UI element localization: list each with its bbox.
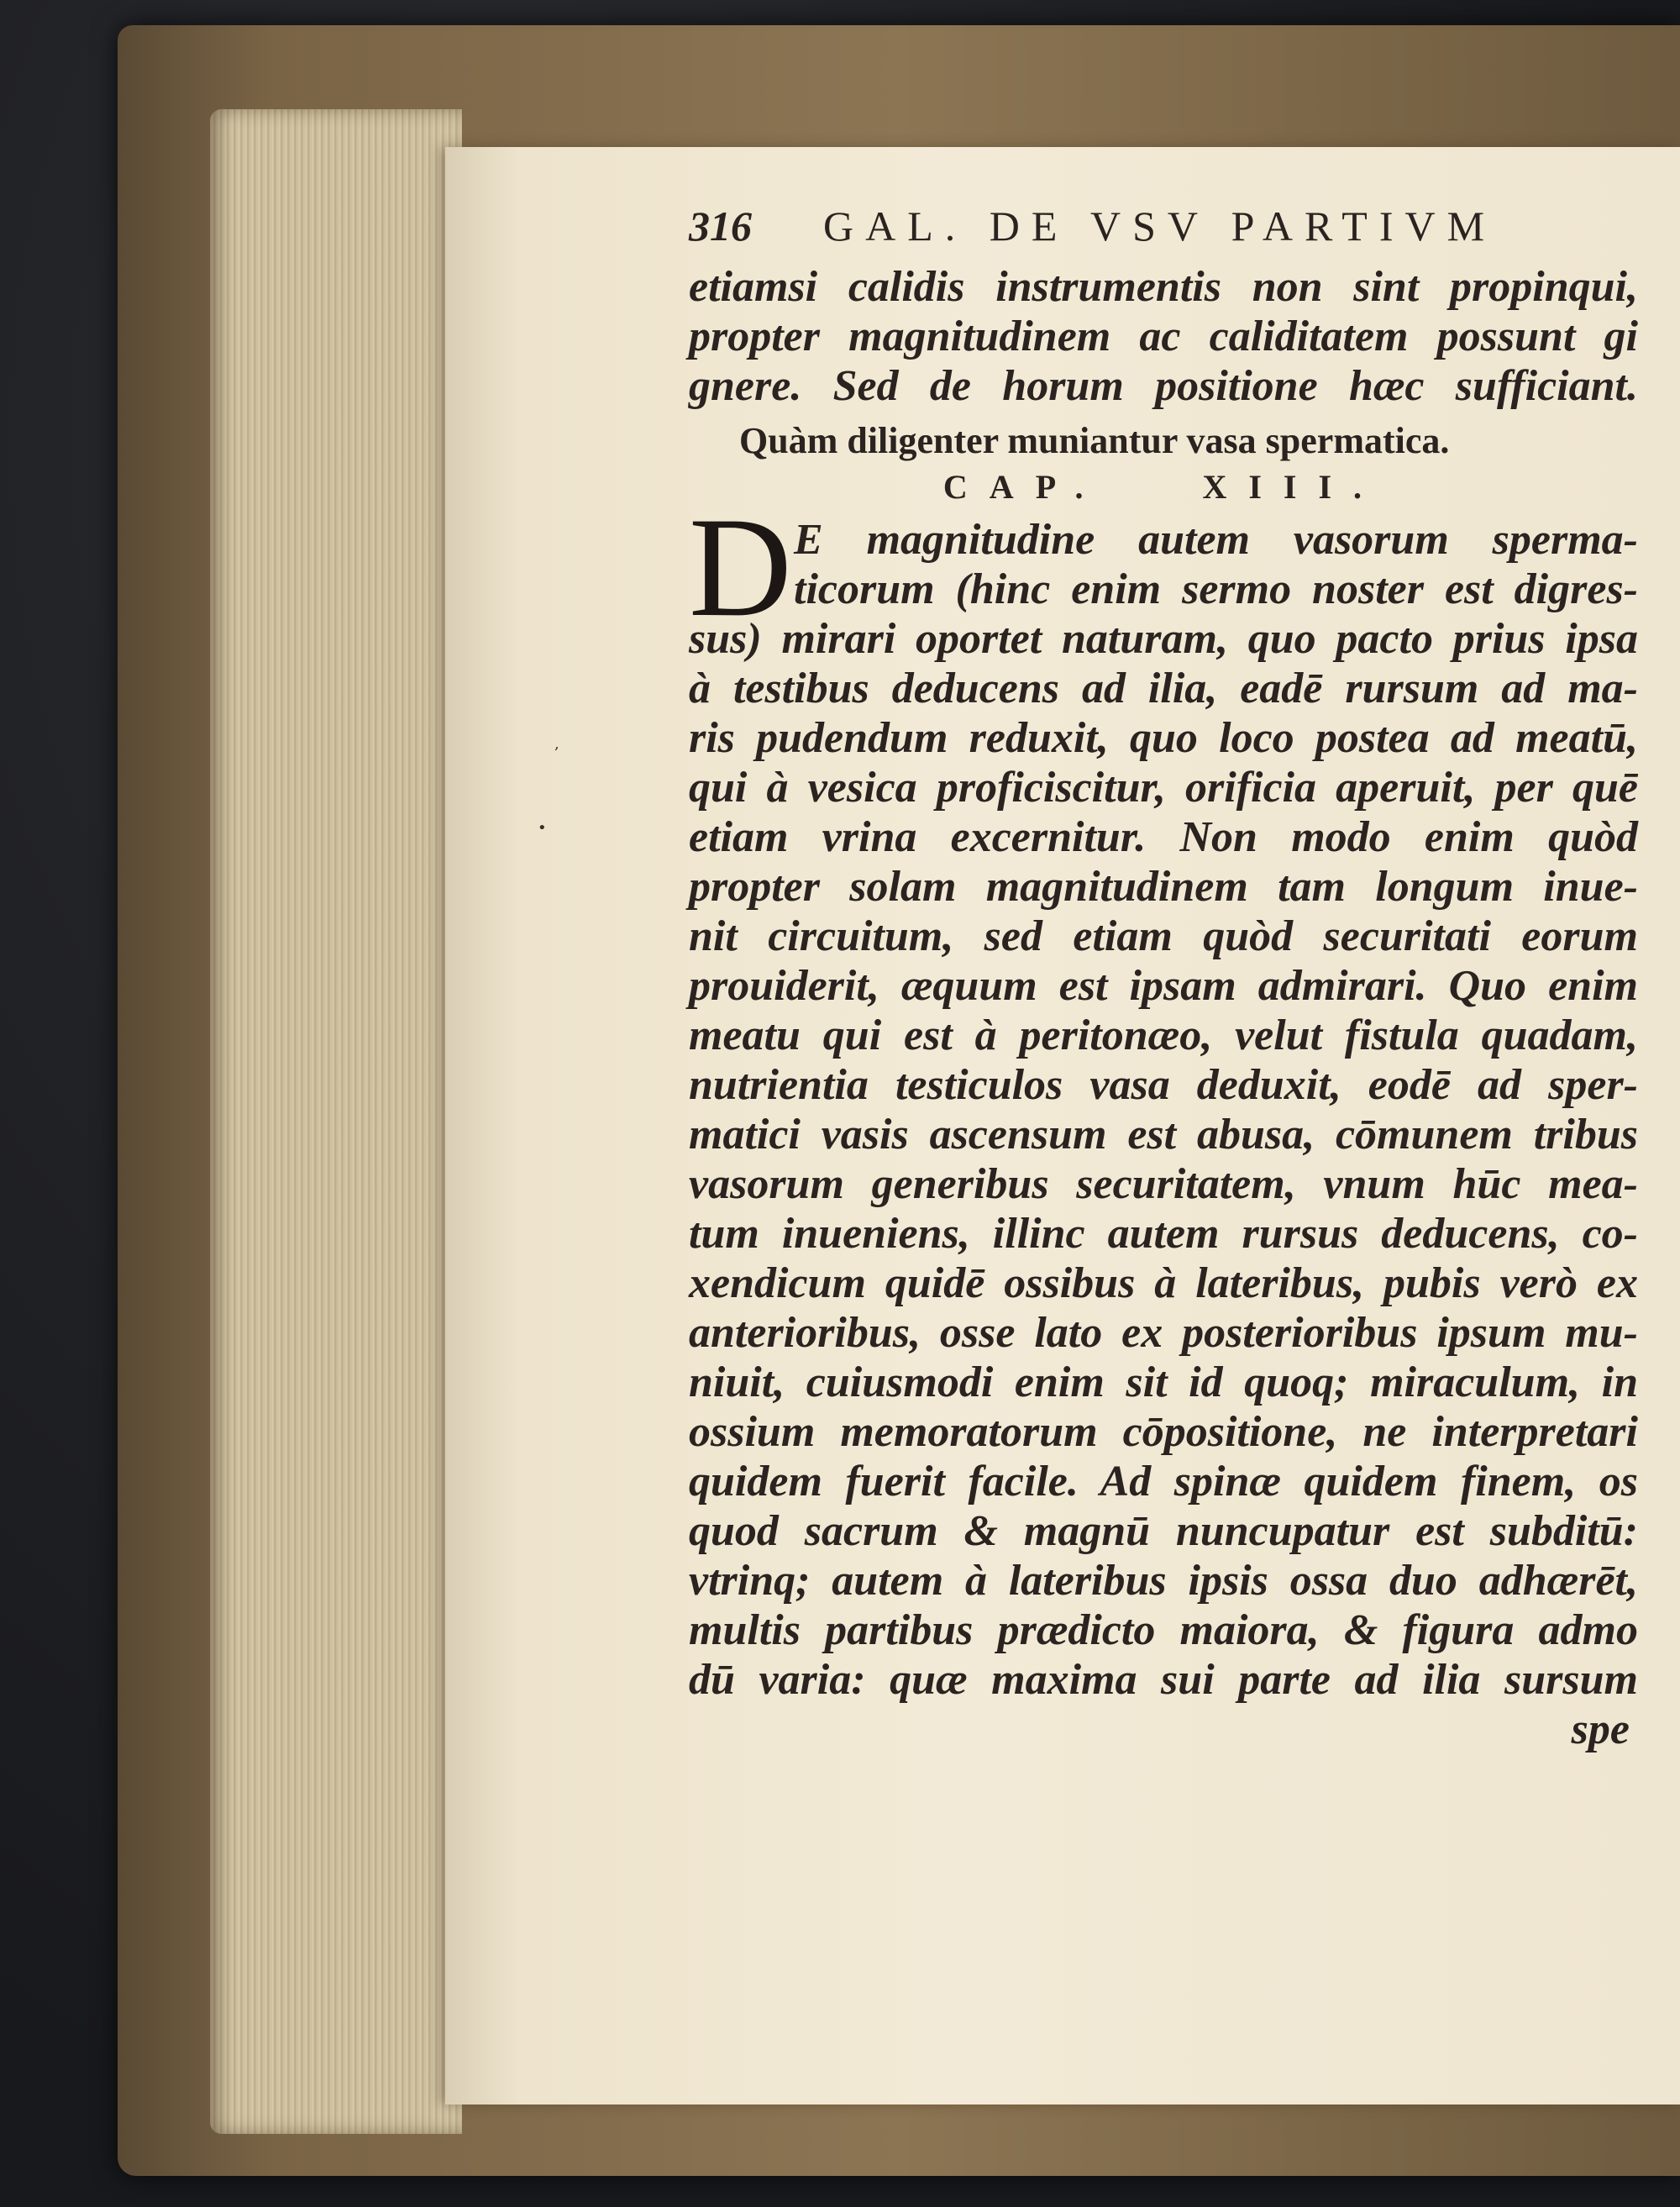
text-line: E magnitudine autem vasorum sperma-	[794, 516, 1638, 564]
running-head	[689, 202, 1638, 262]
text-line: anterioribus, osse lato ex posterioribus ipsum mu-	[689, 1309, 1638, 1357]
chapter-label: CAP.	[942, 468, 1105, 506]
chapter-number	[689, 465, 1638, 510]
ink-speck: •	[538, 819, 547, 837]
text-line: ossium memoratorum cōpositione, ne interpretari	[689, 1408, 1638, 1456]
text-line: nutrientia testiculos vasa deduxit, eodē ad sper-	[689, 1061, 1638, 1109]
page-number: 316	[689, 202, 752, 250]
text-line: propter magnitudinem ac caliditatem possunt gi	[689, 313, 1638, 360]
text-line: xendicum quidē ossibus à lateribus, pubis verò ex	[689, 1259, 1638, 1307]
book-page	[445, 147, 1680, 2105]
ink-speck: ,	[554, 735, 559, 753]
drop-cap-initial: D	[689, 488, 792, 646]
text-line: qui à vesica proficiscitur, orificia aperuit, per quē	[689, 764, 1638, 812]
running-title: GAL. DE VSV PARTIVM	[823, 202, 1497, 250]
text-line: multis partibus prædicto maiora, & figura admo	[689, 1606, 1638, 1654]
text-line: ticorum (hinc enim sermo noster est digres-	[794, 565, 1638, 613]
text-line: dū varia: quæ maxima sui parte ad ilia sursum	[689, 1656, 1638, 1704]
text-line: gnere. Sed de horum positione hæc sufficiant.	[689, 362, 1638, 410]
text-line: vtrinq; autem à lateribus ipsis ossa duo adhærēt,	[689, 1557, 1638, 1605]
text-line: quod sacrum & magnū nuncupatur est subditū:	[689, 1507, 1638, 1555]
text-line: etiam vrina excernitur. Non modo enim quòd	[689, 813, 1638, 861]
text-line: meatu qui est à peritonæo, velut fistula quadam,	[689, 1012, 1638, 1059]
page-edge-stack	[210, 109, 462, 2134]
text-line: quidem fuerit facile. Ad spinæ quidem finem, os	[689, 1458, 1638, 1505]
text-line: tum inueniens, illinc autem rursus deducens, co-	[689, 1210, 1638, 1258]
text-line: sus) mirari oportet naturam, quo pacto prius ipsa	[689, 615, 1638, 663]
text-line: prouiderit, æquum est ipsam admirari. Quo enim	[689, 962, 1638, 1010]
text-line: niuit, cuiusmodi enim sit id quoq; miraculum, in	[689, 1358, 1638, 1406]
chapter-numeral: XIII.	[1202, 468, 1384, 506]
catchword: spe	[1571, 1705, 1630, 1753]
text-line: à testibus deducens ad ilia, eadē rursum ad ma-	[689, 665, 1638, 712]
page-text-block	[689, 202, 1638, 1754]
opening-lines	[689, 262, 1638, 411]
text-line: nit circuitum, sed etiam quòd securitati eorum	[689, 912, 1638, 960]
chapter-body	[689, 488, 1638, 1705]
text-line: etiamsi calidis instrumentis non sint propinqui,	[689, 263, 1638, 311]
text-line: matici vasis ascensum est abusa, cōmunem tribus	[689, 1111, 1638, 1159]
text-line: vasorum generibus securitatem, vnum hūc mea-	[689, 1160, 1638, 1208]
chapter-heading: Quàm diligenter muniantur vasa spermatica.	[739, 420, 1450, 461]
text-line: propter solam magnitudinem tam longum inue-	[689, 863, 1638, 911]
text-line: ris pudendum reduxit, quo loco postea ad meatū,	[689, 714, 1638, 762]
